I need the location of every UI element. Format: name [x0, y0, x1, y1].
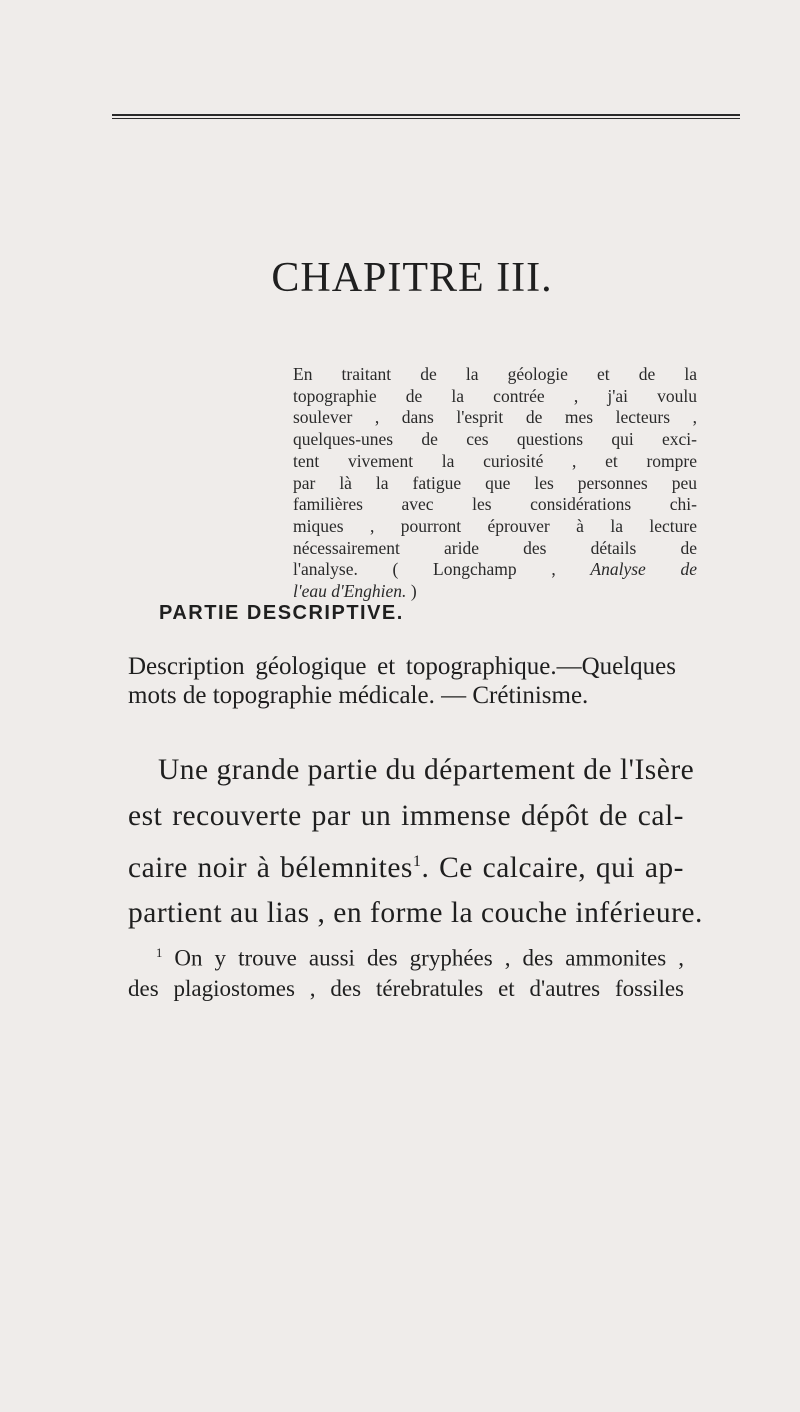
part-heading: PARTIE DESCRIPTIVE.: [159, 602, 404, 624]
summary-line: mots de topographie médicale. — Crétinisme.: [128, 682, 589, 709]
header-rule: [112, 114, 740, 116]
footnote-marker: 1: [156, 946, 163, 960]
body-line: Une grande partie du département de l'Isère: [158, 754, 695, 786]
epigraph: [293, 364, 697, 603]
epigraph-line: topographie de la contrée , j'ai voulu: [293, 385, 697, 406]
epigraph-line: En traitant de la géologie et de la: [293, 364, 697, 384]
epigraph-line: [293, 559, 697, 581]
body-line-part: . Ce calcaire, qui ap-: [421, 851, 684, 884]
epigraph-line: nécessairement aride des détails de: [293, 537, 697, 558]
epigraph-line: familières avec les considérations chi-: [293, 494, 697, 515]
epigraph-citation-close: ): [406, 581, 417, 602]
epigraph-line: miques , pourront éprouver à la lecture: [293, 515, 697, 536]
chapter-summary: [128, 652, 676, 710]
body-line: partient au lias , en forme la couche inférieure.: [128, 897, 703, 930]
epigraph-line: [293, 581, 697, 603]
footnote-reference: 1: [412, 852, 422, 870]
summary-line: Description géologique et topographique.—Quelques: [128, 653, 676, 680]
body-paragraph: [128, 748, 703, 937]
footnote-text: On y trouve aussi des gryphées , des ammonites ,: [174, 945, 684, 971]
body-line-part: caire noir à bélemnites: [128, 851, 413, 884]
epigraph-source-title-part: Analyse de: [590, 559, 698, 580]
epigraph-line: quelques-unes de ces questions qui exci-: [293, 429, 697, 450]
body-line: [128, 839, 684, 891]
epigraph-citation-prefix: l'analyse. ( Longchamp ,: [293, 559, 591, 580]
header-rule-thin: [112, 118, 740, 119]
epigraph-source-title-end: l'eau d'Enghien.: [293, 581, 407, 602]
footnote-line: [128, 938, 684, 974]
body-line: est recouverte par un immense dépôt de cal-: [128, 799, 684, 832]
epigraph-line: soulever , dans l'esprit de mes lecteurs ,: [293, 407, 697, 428]
footnote-line: des plagiostomes , des térebratules et d'autres fossiles: [128, 975, 684, 1001]
chapter-title: CHAPITRE III.: [271, 255, 553, 301]
footnote: [128, 938, 684, 1004]
epigraph-line: tent vivement la curiosité , et rompre: [293, 450, 697, 471]
epigraph-line: par là la fatigue que les personnes peu: [293, 472, 697, 493]
